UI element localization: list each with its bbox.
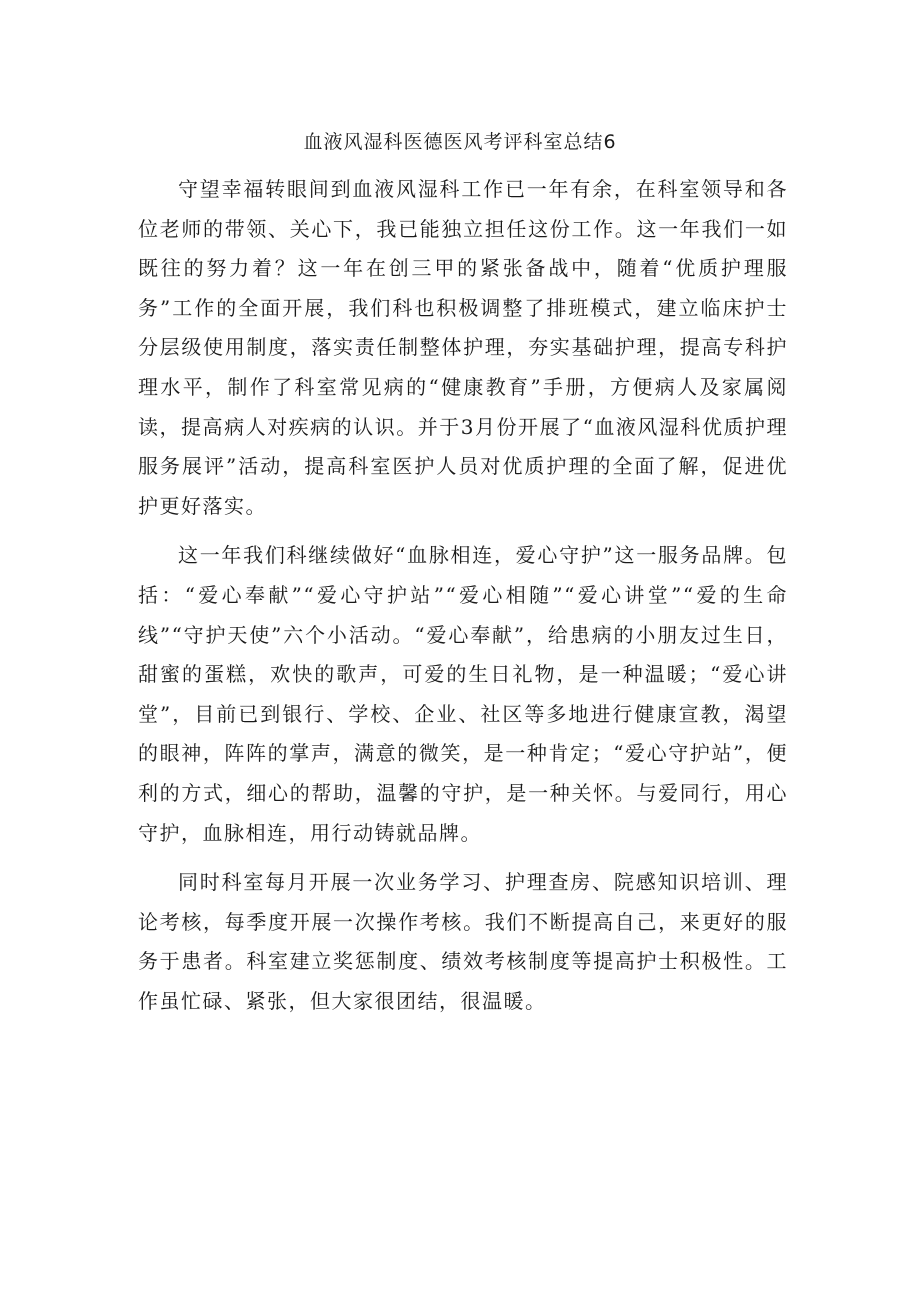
- document-body: [138, 170, 788, 1031]
- document-title: 血液风湿科医德医风考评科室总结6: [303, 131, 617, 153]
- paragraph-service-brand: 这一年我们科继续做好“血脉相连，爱心守护”这一服务品牌。包括：“爱心奉献”“爱心守护站”“爱心相随”“爱心讲堂”“爱的生命线”“守护天使”六个小活动。“爱心奉献”，给患病的小朋友过生日，甜蜜的蛋糕，欢快的歌声，可爱的生日礼物，是一种温暖；“爱心讲堂”，目前已到银行、学校、企业、社区等多地进行健康宣教，渴望的眼神，阵阵的掌声，满意的微笑，是一种肯定；“爱心守护站”，便利的方式，细心的帮助，温馨的守护，是一种关怀。与爱同行，用心守护，血脉相连，用行动铸就品牌。: [138, 543, 788, 845]
- paragraph-work-summary: 守望幸福转眼间到血液风湿科工作已一年有余，在科室领导和各位老师的带领、关心下，我已能独立担任这份工作。这一年我们一如既往的努力着？这一年在创三甲的紧张备战中，随着“优质护理服务”工作的全面开展，我们科也积极调整了排班模式，建立临床护士分层级使用制度，落实责任制整体护理，夯实基础护理，提高专科护理水平，制作了科室常见病的“健康教育”手册，方便病人及家属阅读，提高病人对疾病的认识。并于3月份开展了“血液风湿科优质护理服务展评”活动，提高科室医护人员对优质护理的全面了解，促进优护更好落实。: [138, 177, 788, 518]
- paragraph-training: 同时科室每月开展一次业务学习、护理查房、院感知识培训、理论考核，每季度开展一次操作考核。我们不断提高自己，来更好的服务于患者。科室建立奖惩制度、绩效考核制度等提高护士积极性。工作虽忙碌、紧张，但大家很团结，很温暖。: [138, 870, 788, 1013]
